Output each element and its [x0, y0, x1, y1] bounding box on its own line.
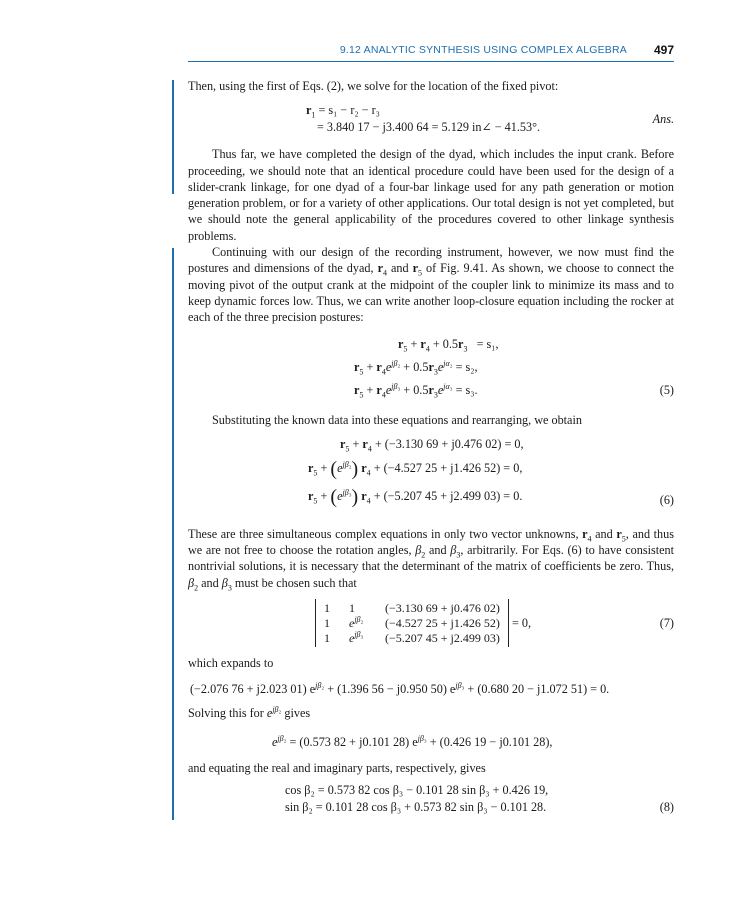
eq-r1-line1: $r_1 = s_1 - r_2 - r_3$ [306, 103, 380, 120]
det-row-1: 1 1 (−3.130 69 + j0.476 02) [324, 601, 500, 616]
equation-7-block [188, 591, 674, 655]
change-bar-2 [172, 248, 174, 820]
eq6-number: (6) [659, 492, 674, 507]
eq5-number: (5) [659, 382, 674, 397]
equation-expansion [188, 671, 674, 705]
paragraph-8: and equating the real and imaginary parts, respectively, gives [188, 760, 486, 775]
page-body [188, 78, 674, 822]
expansion-line: (−2.076 76 + j2.023 01) $e^{j\beta_2} + (1.396$ 56 − j0.950 50) $e^{j\beta_3} + (0.680$ 20 − j1.072 51) = 0. [190, 681, 610, 697]
eq6-line1: $r_5 + r_4 + (-3.130$ 69 + j0.476 02) = 0, [340, 436, 524, 454]
eq6-line3: $r_5 + (e^{j\beta_3}) r_4 + (-5.207$ 45 + j2.499 03) = 0. [308, 485, 523, 508]
det-row-2: 1 $e^{j\beta_2}$ (−4.527 25 + j1.426 52) [324, 615, 500, 631]
det-row-3: 1 $e^{j\beta_3}$ (−5.207 45 + j2.499 03) [324, 630, 500, 646]
equation-6-block [188, 428, 674, 526]
det-rhs: = 0, [512, 616, 532, 631]
determinant-matrix [315, 599, 509, 647]
eq7-number: (7) [659, 616, 674, 631]
cos-equation: cos β₂ = 0.573 82 cos β₃ − 0.101 28 sin β₃ + 0.426 19, [285, 782, 549, 797]
equation-solve [188, 722, 674, 760]
page-number: 497 [653, 43, 674, 57]
eq6-line2: $r_5 + (e^{j\beta_2}) r_4 + (-4.527$ 25 + j1.426 52) = 0, [308, 457, 523, 480]
header-rule [188, 61, 674, 62]
ans-label: Ans. [652, 112, 674, 127]
paragraph-3: Continuing with our design of the recording instrument, however, we now must find the postures and dimensions of the dyad, $r_4$ and $r_5$ of Fig. 9.41. As shown, we choose to connect the moving pivot of the output crank at the midpoint of the coupler link to minimize its mass and to keep dynamic forces low. Thus, we can write another loop-closure equation including the rocker at each of the three precision postures: [188, 245, 674, 325]
paragraph-4: Substituting the known data into these equations and rearranging, we obtain [212, 412, 582, 427]
change-bar-1 [172, 80, 174, 194]
paragraph-1: Then, using the first of Eqs. (2), we solve for the location of the fixed pivot: [188, 79, 559, 93]
equation-8-block [188, 776, 674, 822]
paragraph-7: Solving this for $e^{j\beta_2}$ gives [188, 705, 311, 721]
eq5-line3: $r_5 + r_4e^{j\beta_3} + 0.5r_3e^{j\alpha_3} = s_3$. [354, 381, 478, 399]
equation-5-block [188, 326, 674, 412]
eq8-number: (8) [659, 799, 674, 814]
section-title: 9.12 ANALYTIC SYNTHESIS USING COMPLEX ALGEBRA [339, 44, 627, 56]
eq5-line1: $r_5 + r_4 + 0.5r_3$ = s₁, [398, 336, 499, 353]
paragraph-2: Thus far, we have completed the design of the dyad, which includes the input crank. Before proceeding, we should note that an identical procedure could have been used for the design of a slider-crank linkage, for one dyad of a four-bar linkage used for any path generation or motion generation problem, or for a variety of other applications. Our total design is not yet completed, but we should note the general applicability of the procedures covered to other linkage synthesis problems. [188, 147, 674, 243]
paragraph-5: These are three simultaneous complex equations in only two vector unknowns, $r_4$ and $r_5$, and thus we are not free to choose the rotation angles, $\beta_2$ and $\beta_3$, arbitrarily. For Eqs. (6) to have consistent nontrivial solutions, it is necessary that the determinant of the matrix of coefficients be zero. Thus, $\beta_2$ and $\beta_3$ must be chosen such that [188, 526, 674, 593]
sin-equation: sin β₂ = 0.101 28 cos β₃ + 0.573 82 sin β₃ − 0.101 28. [285, 799, 547, 814]
equation-fixed-pivot [188, 94, 674, 146]
eq5-line2: $r_5 + r_4e^{j\beta_2} + 0.5r_3e^{j\alpha_2} = s_2$, [354, 358, 478, 376]
paragraph-6: which expands to [188, 656, 274, 671]
eq-r1-line2: = 3.840 17 − j3.400 64 = 5.129 in∠ − 41.53°. [317, 120, 541, 135]
solve-line: $e^{j\beta_2} = (0.573$ 82 + j0.101 28) $e^{j\beta_3} + (0.426$ 19 − j0.101 28), [272, 733, 553, 749]
